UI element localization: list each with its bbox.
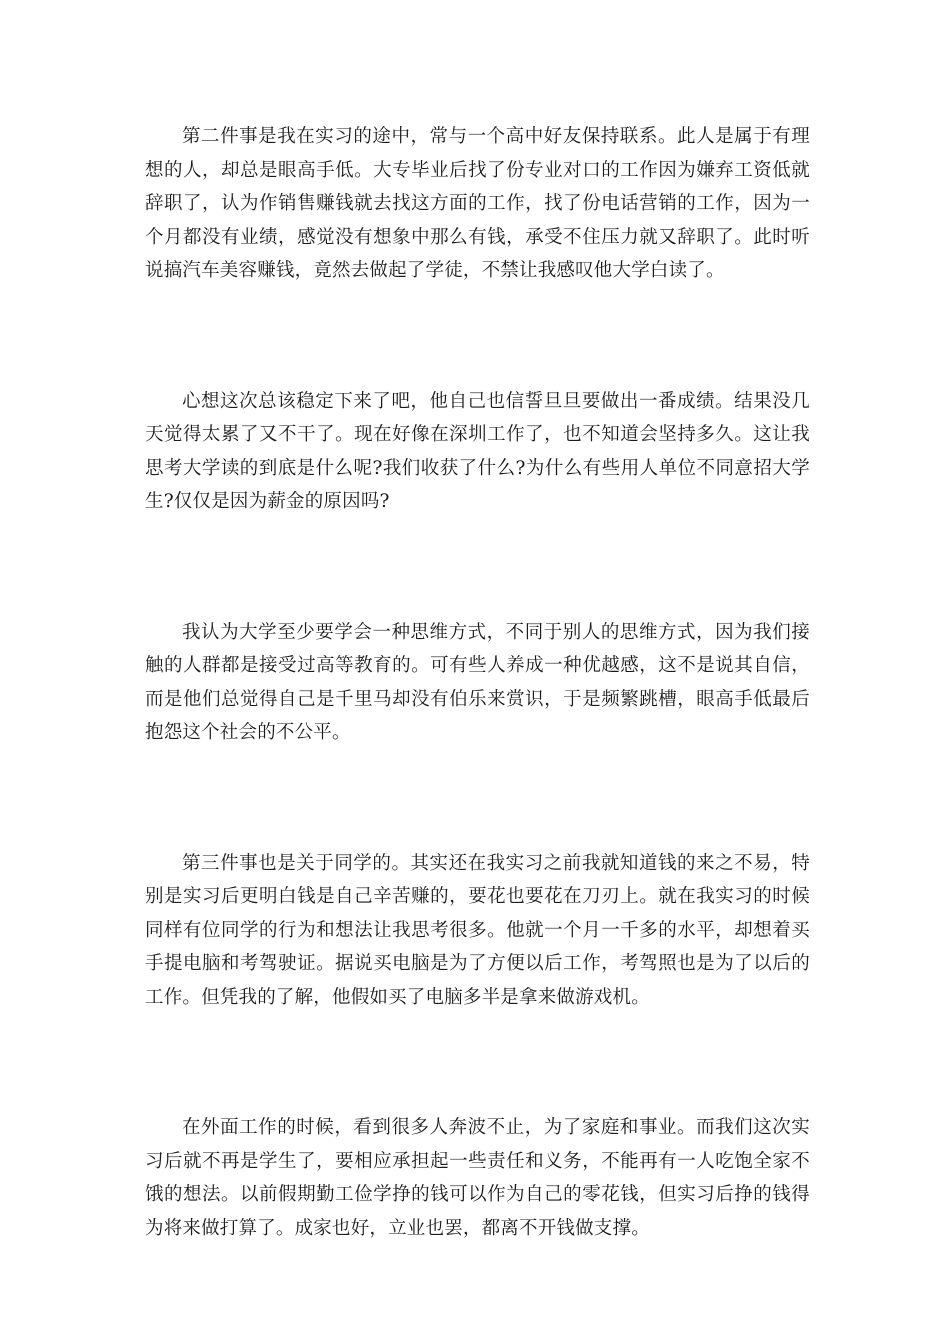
paragraph-4: 第三件事也是关于同学的。其实还在我实习之前我就知道钱的来之不易，特别是实习后更明白钱是自己辛苦赚的，要花也要花在刀刃上。就在我实习的时候同样有位同学的行为和想法让我思考很多。他就一个月一千多的水平，却想着买手提电脑和考驾驶证。据说买电脑是为了方便以后工作，考驾照也是为了以后的工作。但凭我的了解，他假如买了电脑多半是拿来做游戏机。 bbox=[145, 852, 810, 1008]
paragraph-1: 第二件事是我在实习的途中，常与一个高中好友保持联系。此人是属于有理想的人，却总是眼高手低。大专毕业后找了份专业对口的工作因为嫌弃工资低就辞职了，认为作销售赚钱就去找这方面的工作，找了份电话营销的工作，因为一个月都没有业绩，感觉没有想象中那么有钱，承受不住压力就又辞职了。此时听说搞汽车美容赚钱，竟然去做起了学徒，不禁让我感叹他大学白读了。 bbox=[145, 126, 810, 281]
document-body bbox=[145, 120, 810, 1245]
paragraph-5: 在外面工作的时候，看到很多人奔波不止，为了家庭和事业。而我们这次实习后就不再是学生了，要相应承担起一些责任和义务，不能再有一人吃饱全家不饿的想法。以前假期勤工俭学挣的钱可以作为自己的零花钱，但实习后挣的钱得为将来做打算了。成家也好，立业也罢，都离不开钱做支撑。 bbox=[145, 1117, 810, 1239]
paragraph-2: 心想这次总该稳定下来了吧，他自己也信誓旦旦要做出一番成绩。结果没几天觉得太累了又不干了。现在好像在深圳工作了，也不知道会坚持多久。这让我思考大学读的到底是什么呢?我们收获了什么?为什么有些用人单位不同意招大学生?仅仅是因为薪金的原因吗? bbox=[145, 390, 810, 512]
paragraph-3: 我认为大学至少要学会一种思维方式，不同于别人的思维方式，因为我们接触的人群都是接受过高等教育的。可有些人养成一种优越感，这不是说其自信，而是他们总觉得自己是千里马却没有伯乐来赏识，于是频繁跳槽，眼高手低最后抱怨这个社会的不公平。 bbox=[145, 621, 810, 743]
